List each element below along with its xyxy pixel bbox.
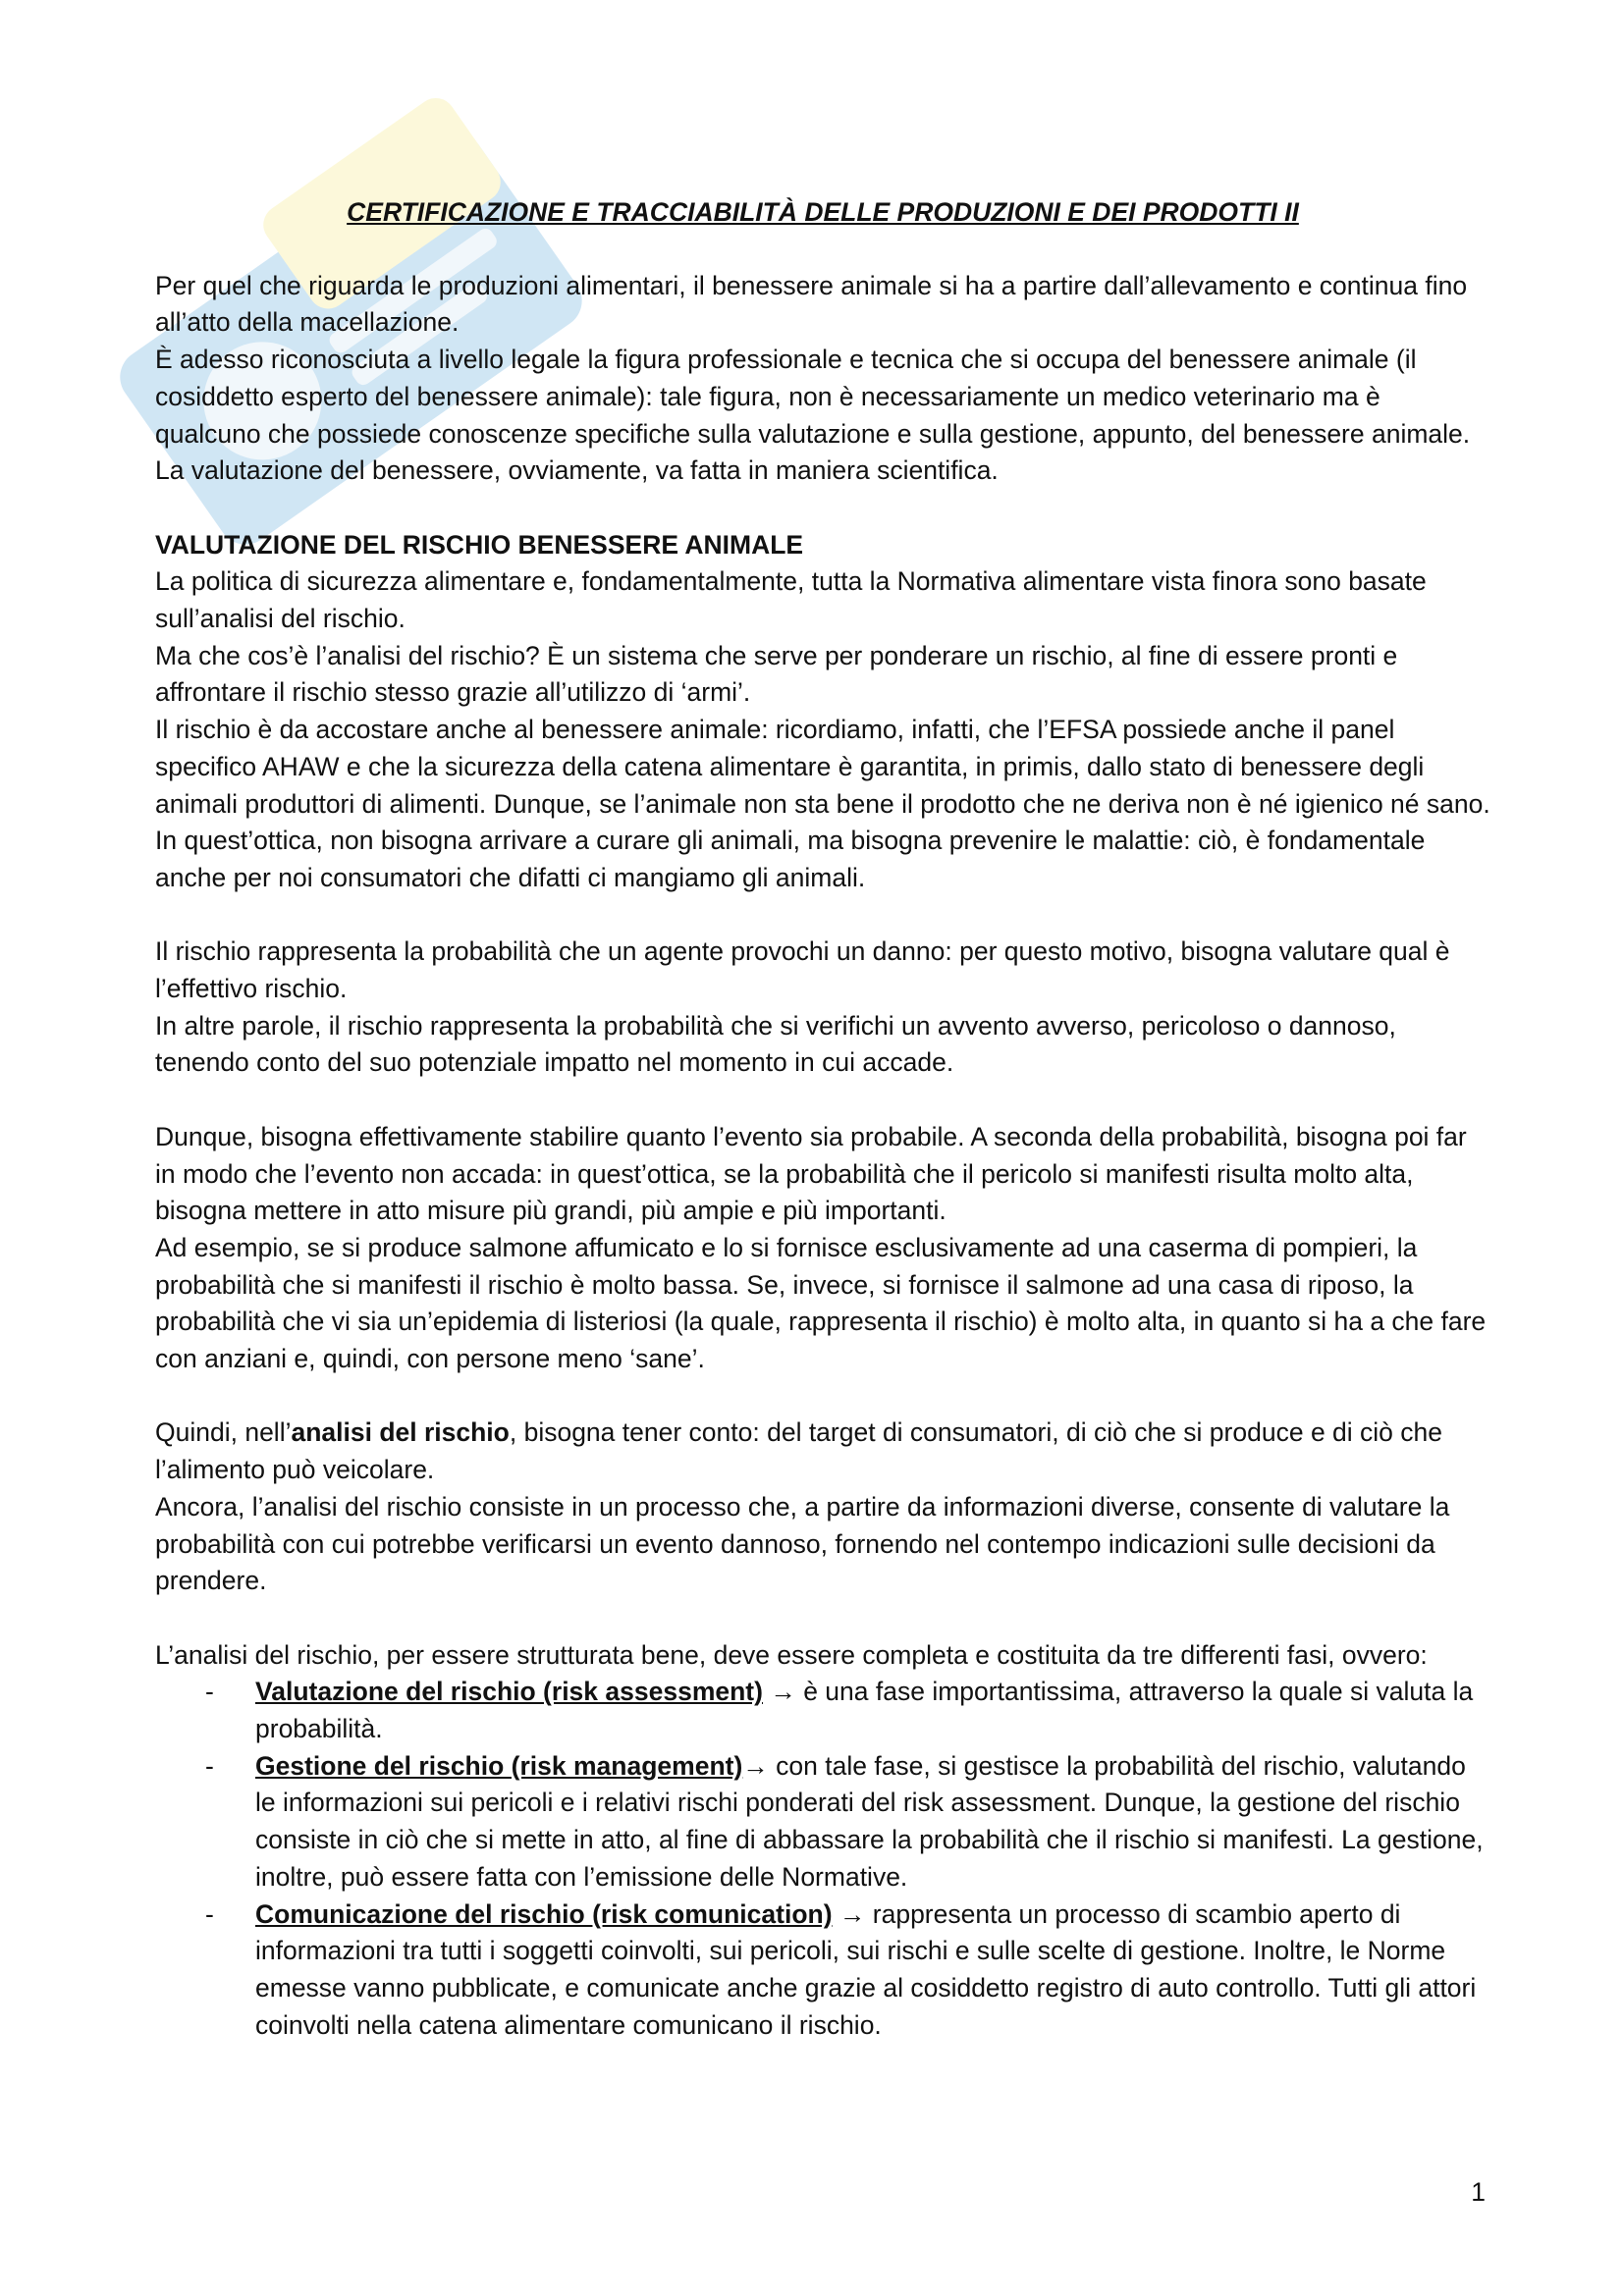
bullet-dash: - [205,1750,214,1781]
list-item: - Comunicazione del rischio (risk comunication) → rappresenta un processo di scambio aperto di informazioni tra tutti i soggetti coinvolti, sui pericoli, sui rischi e sulle scelte di gestione. Inoltre, le Norme emesse vanno pubblicate, e comunicate anche grazie al cosiddetto registro di auto controllo. Tutti gli attori coinvolti nella catena alimentare comunicano il rischio. [155,1896,1490,2045]
paragraph-b2-1: Il rischio rappresenta la probabilità che un agente provochi un danno: per questo motivo, bisogna valutare qual è l’effettivo rischio. [155,936,1450,1004]
paragraph-b1-2: Ma che cos’è l’analisi del rischio? È un sistema che serve per ponderare un rischio, al fine di essere pronti e affrontare il rischio stesso grazie all’utilizzo di ‘armi’. [155,640,1398,708]
arrow-icon: → [762,1677,804,1707]
paragraph-b1-3: Il rischio è da accostare anche al benessere animale: ricordiamo, infatti, che l’EFSA possiede anche il panel specifico AHAW e che la sicurezza della catena alimentare è garantita, in primis, dallo stato di benessere degli animali produttori di alimenti. Dunque, se l’animale non sta bene il prodotto che ne deriva non è né igienico né sano. [155,715,1490,819]
phase-term: Comunicazione del rischio (risk comunication) [255,1898,833,1929]
arrow-icon: → [742,1750,777,1781]
phase-term: Gestione del rischio (risk management) [255,1750,743,1781]
intro-paragraph-2: È adesso riconosciuta a livello legale la figura professionale e tecnica che si occupa del benessere animale (il cosiddetto esperto del benessere animale): tale figura, non è necessariamente un medico veterinario ma è qualcuno che possiede conoscenze specifiche sulla valutazione e sulla gestione, appunto, del benessere animale. La valutazione del benessere, ovviamente, va fatta in maniera scientifica. [155,345,1471,486]
phases-list [155,1674,1490,2044]
paragraph-b4-2: Ancora, l’analisi del rischio consiste in un processo che, a partire da informazioni diverse, consente di valutare la probabilità con cui potrebbe verificarsi un evento dannoso, fornendo nel contempo indicazioni sulle decisioni da prendere. [155,1491,1450,1596]
arrow-icon: → [832,1898,873,1929]
bullet-dash: - [205,1677,214,1707]
intro-paragraph-1: Per quel che riguarda le produzioni alimentari, il benessere animale si ha a partire dall’allevamento e continua fino all’atto della macellazione. [155,270,1468,338]
section-heading: VALUTAZIONE DEL RISCHIO BENESSERE ANIMALE [155,529,804,560]
document-page [155,194,1490,2044]
phase-term: Valutazione del rischio (risk assessment) [255,1677,763,1707]
paragraph-b4-1: Quindi, nell’analisi del rischio, bisogna tener conto: del target di consumatori, di ciò che si produce e di ciò che l’alimento può veicolare. [155,1417,1442,1485]
page-number: 1 [1471,2177,1486,2207]
list-item: - Valutazione del rischio (risk assessment) → è una fase importantissima, attraverso la quale si valuta la probabilità. [155,1674,1490,1747]
bold-term: analisi del rischio [291,1417,510,1448]
document-title: CERTIFICAZIONE E TRACCIABILITÀ DELLE PRODUZIONI E DEI PRODOTTI II [347,197,1299,227]
list-item: - Gestione del rischio (risk management)→ con tale fase, si gestisce la probabilità del rischio, valutando le informazioni sui pericoli e i relativi rischi ponderati del risk assessment. Dunque, la gestione del rischio consiste in ciò che si mette in atto, al fine di abbassare la probabilità che il rischio si manifesti. La gestione, inoltre, può essere fatta con l’emissione delle Normative. [155,1748,1490,1896]
paragraph-b1-4: In quest’ottica, non bisogna arrivare a curare gli animali, ma bisogna prevenire le malattie: ciò, è fondamentale anche per noi consumatori che difatti ci mangiamo gli animali. [155,826,1426,892]
phases-intro: L’analisi del rischio, per essere strutturata bene, deve essere completa e costituita da tre differenti fasi, ovvero: [155,1639,1428,1670]
paragraph-b3-1: Dunque, bisogna effettivamente stabilire quanto l’evento sia probabile. A seconda della probabilità, bisogna poi far in modo che l’evento non accada: in quest’ottica, se la probabilità che il pericolo si manifesti risulta molto alta, bisogna mettere in atto misure più grandi, più ampie e più importanti. [155,1121,1467,1226]
bullet-dash: - [205,1898,214,1929]
paragraph-b1-1: La politica di sicurezza alimentare e, fondamentalmente, tutta la Normativa alimentare vista finora sono basate sull’analisi del rischio. [155,566,1427,634]
paragraph-b3-2: Ad esempio, se si produce salmone affumicato e lo si fornisce esclusivamente ad una caserma di pompieri, la probabilità che si manifesti il rischio è molto bassa. Se, invece, si fornisce il salmone ad una casa di riposo, la probabilità che vi sia un’epidemia di listeriosi (la quale, rappresenta il rischio) è molto alta, in quanto si ha a che fare con anziani e, quindi, con persone meno ‘sane’. [155,1232,1487,1374]
paragraph-b2-2: In altre parole, il rischio rappresenta la probabilità che si verifichi un avvento avverso, pericoloso o dannoso, tenendo conto del suo potenziale impatto nel momento in cui accade. [155,1010,1396,1078]
